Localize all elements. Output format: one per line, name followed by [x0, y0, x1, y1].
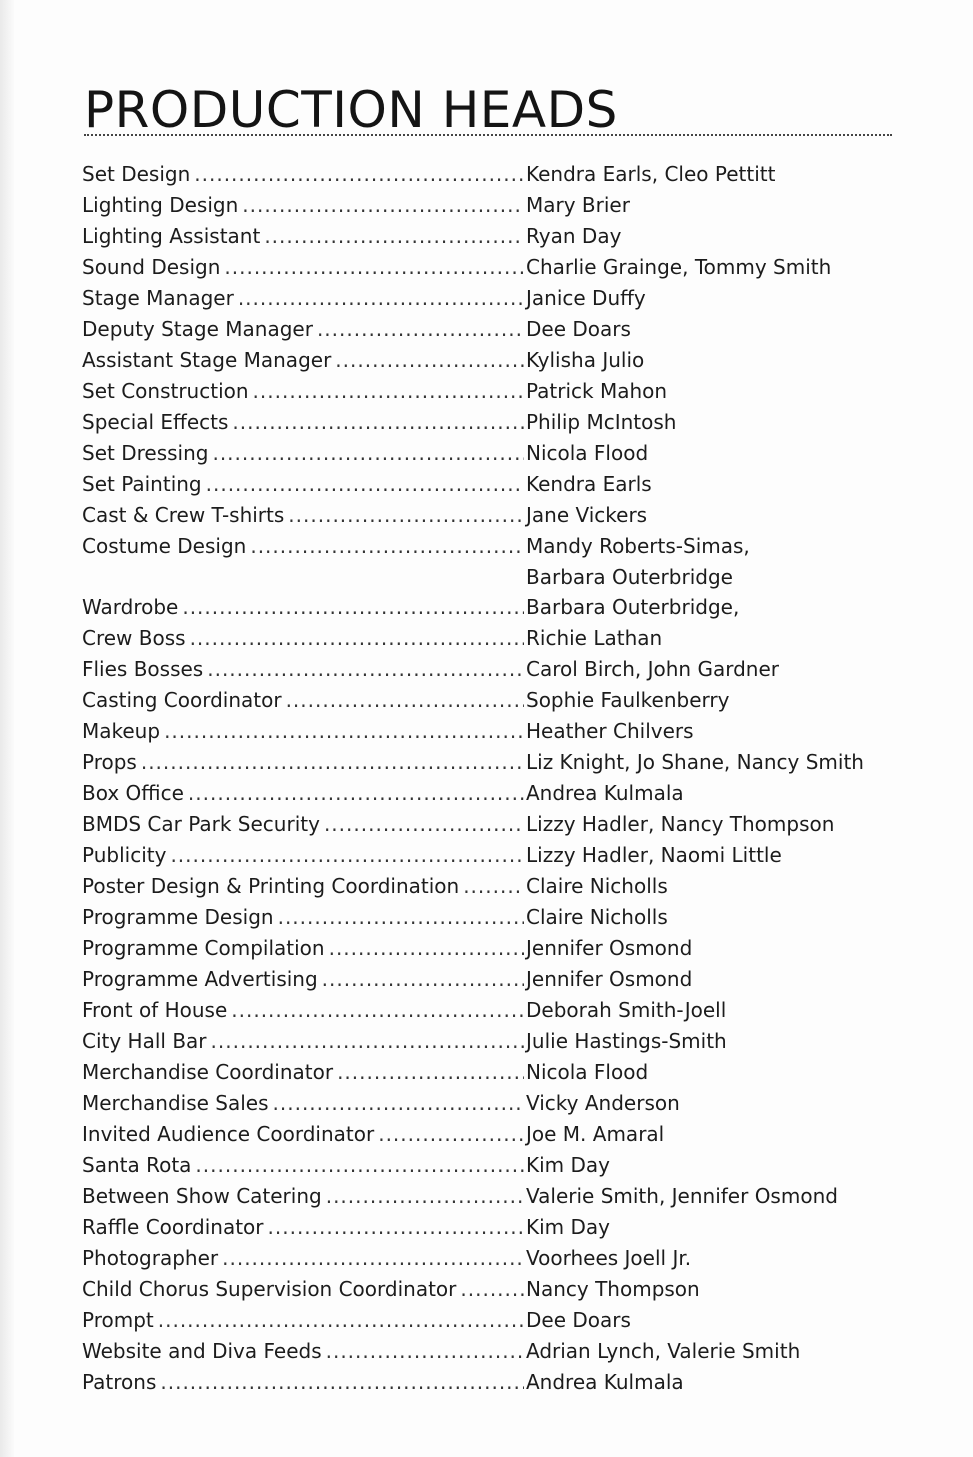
credit-names: [526, 283, 886, 314]
credit-role-label: Makeup: [82, 719, 161, 743]
credit-role-label: Special Effects: [82, 410, 229, 434]
credit-name: Carol Birch, John Gardner: [526, 657, 779, 681]
credit-row: [82, 500, 882, 531]
credit-role: [82, 592, 524, 623]
credit-role: [82, 995, 524, 1026]
dot-leader: [160, 1367, 524, 1398]
credit-names: [526, 1367, 886, 1398]
credit-names: [526, 1119, 886, 1150]
credit-row: [82, 1057, 882, 1088]
credit-row: [82, 407, 882, 438]
credit-role: [82, 221, 524, 252]
credit-name: Nicola Flood: [526, 1060, 649, 1084]
credit-names: [526, 252, 886, 283]
credit-names: [526, 190, 886, 221]
dot-leader: [460, 1274, 524, 1305]
credit-role-label: Programme Design: [82, 905, 274, 929]
credit-role: [82, 964, 524, 995]
credit-row: [82, 1274, 882, 1305]
credit-row: [82, 1088, 882, 1119]
credit-role: [82, 345, 524, 376]
credit-name: Claire Nicholls: [526, 905, 668, 929]
credit-row: [82, 716, 882, 747]
dot-leader: [182, 592, 524, 623]
credit-row: [82, 871, 882, 902]
credit-role-label: Website and Diva Feeds: [82, 1339, 322, 1363]
credit-role: [82, 1119, 524, 1150]
credit-role-label: Costume Design: [82, 534, 247, 558]
credit-name: Patrick Mahon: [526, 379, 668, 403]
credit-role: [82, 1088, 524, 1119]
credit-role: [82, 716, 524, 747]
credit-role-label: Stage Manager: [82, 286, 234, 310]
credit-role: [82, 1243, 524, 1274]
dot-leader: [158, 1305, 524, 1336]
title-dotted-rule: [84, 134, 892, 136]
credit-name: Valerie Smith, Jennifer Osmond: [526, 1184, 838, 1208]
credit-role-label: Merchandise Sales: [82, 1091, 269, 1115]
credit-name: Voorhees Joell Jr.: [526, 1246, 692, 1270]
credit-name: Jane Vickers: [526, 503, 648, 527]
credit-role-label: Raffle Coordinator: [82, 1215, 264, 1239]
credit-row: [82, 1181, 882, 1212]
dot-leader: [190, 623, 524, 654]
dot-leader: [224, 252, 524, 283]
dot-leader: [337, 1057, 524, 1088]
dot-leader: [463, 871, 524, 902]
credit-names: [526, 933, 886, 964]
credit-name: Liz Knight, Jo Shane, Nancy Smith: [526, 750, 864, 774]
dot-leader: [211, 1026, 524, 1057]
credit-name: Mary Brier: [526, 193, 630, 217]
credit-name: Andrea Kulmala: [526, 1370, 684, 1394]
credit-names: [526, 716, 886, 747]
dot-leader: [288, 500, 524, 531]
credit-name: Nancy Thompson: [526, 1277, 700, 1301]
credit-row: [82, 809, 882, 840]
credit-role: [82, 654, 524, 685]
dot-leader: [273, 1088, 524, 1119]
credit-row: [82, 314, 882, 345]
dot-leader: [212, 438, 524, 469]
credit-names: [526, 685, 886, 716]
credit-role: [82, 1274, 524, 1305]
credit-name: Richie Lathan: [526, 626, 663, 650]
credit-names: [526, 1212, 886, 1243]
dot-leader: [206, 469, 524, 500]
credit-names: [526, 1088, 886, 1119]
credit-names: [526, 747, 886, 778]
credit-role-label: Invited Audience Coordinator: [82, 1122, 375, 1146]
credit-role-label: Props: [82, 750, 137, 774]
dot-leader: [253, 376, 524, 407]
credit-names: [526, 1026, 886, 1057]
credit-role: [82, 1181, 524, 1212]
credit-names: [526, 314, 886, 345]
credit-name: Barbara Outerbridge: [526, 565, 733, 589]
dot-leader: [317, 314, 524, 345]
credit-row: [82, 469, 882, 500]
credit-role: [82, 407, 524, 438]
credit-role: [82, 1305, 524, 1336]
credit-names: [526, 778, 886, 809]
credit-row: [82, 159, 882, 190]
credit-role: [82, 1336, 524, 1367]
dot-leader: [242, 190, 524, 221]
credit-role-label: Publicity: [82, 843, 167, 867]
credit-name: Janice Duffy: [526, 286, 646, 310]
credit-role: [82, 283, 524, 314]
credit-role-label: Patrons: [82, 1370, 157, 1394]
credit-name: Dee Doars: [526, 1308, 631, 1332]
credit-role: [82, 159, 524, 190]
credit-role-label: Between Show Catering: [82, 1184, 322, 1208]
credit-role-label: Lighting Assistant: [82, 224, 261, 248]
credit-role-label: Programme Compilation: [82, 936, 325, 960]
credit-names: [526, 1305, 886, 1336]
dot-leader: [329, 933, 524, 964]
credit-role: [82, 1026, 524, 1057]
credit-names: [526, 345, 886, 376]
credit-role-label: BMDS Car Park Security: [82, 812, 320, 836]
dot-leader: [335, 345, 524, 376]
credit-names: [526, 1274, 886, 1305]
credit-role-label: Poster Design & Printing Coordination: [82, 874, 460, 898]
credit-role-label: City Hall Bar: [82, 1029, 207, 1053]
credit-names: [526, 840, 886, 871]
credit-row: [82, 1212, 882, 1243]
dot-leader: [231, 995, 524, 1026]
credit-row: [82, 438, 882, 469]
credit-role: [82, 747, 524, 778]
credit-name: Deborah Smith-Joell: [526, 998, 727, 1022]
credit-name: Kendra Earls, Cleo Pettitt: [526, 162, 776, 186]
credit-names: [526, 438, 886, 469]
credit-row: [82, 685, 882, 716]
credit-row: [82, 964, 882, 995]
credit-name: Kim Day: [526, 1153, 611, 1177]
credit-role-label: Flies Bosses: [82, 657, 204, 681]
credit-row: [82, 995, 882, 1026]
credit-name: Nicola Flood: [526, 441, 649, 465]
credit-names: [526, 623, 886, 654]
credit-role: [82, 933, 524, 964]
credit-role-label: Merchandise Coordinator: [82, 1060, 334, 1084]
dot-leader: [326, 1181, 524, 1212]
credit-names: [526, 902, 886, 933]
credit-names: [526, 809, 886, 840]
credit-name: Kendra Earls: [526, 472, 652, 496]
dot-leader: [264, 221, 524, 252]
dot-leader: [324, 809, 524, 840]
credit-role-label: Set Dressing: [82, 441, 209, 465]
credit-name: Philip McIntosh: [526, 410, 677, 434]
credit-role: [82, 809, 524, 840]
credit-names: [526, 407, 886, 438]
dot-leader: [250, 531, 524, 562]
dot-leader: [188, 778, 524, 809]
credit-role-label: Box Office: [82, 781, 184, 805]
dot-leader: [164, 716, 524, 747]
credit-name: Julie Hastings-Smith: [526, 1029, 727, 1053]
dot-leader: [232, 407, 524, 438]
credit-role-label: Crew Boss: [82, 626, 186, 650]
credit-row: [82, 1336, 882, 1367]
credit-role-label: Front of House: [82, 998, 228, 1022]
credit-row: [82, 902, 882, 933]
credit-name: Sophie Faulkenberry: [526, 688, 730, 712]
credit-role: [82, 469, 524, 500]
credit-role: [82, 531, 524, 562]
credit-names: [526, 531, 886, 593]
credit-row: [82, 623, 882, 654]
credit-name: Dee Doars: [526, 317, 631, 341]
credit-names: [526, 1181, 886, 1212]
credit-role: [82, 1212, 524, 1243]
dot-leader: [326, 1336, 524, 1367]
credit-name: Jennifer Osmond: [526, 936, 693, 960]
credit-row: [82, 1243, 882, 1274]
credit-row: [82, 840, 882, 871]
credit-names: [526, 376, 886, 407]
dot-leader: [207, 654, 524, 685]
credit-role-label: Programme Advertising: [82, 967, 318, 991]
credit-names: [526, 964, 886, 995]
credit-role: [82, 1057, 524, 1088]
credit-role: [82, 840, 524, 871]
credit-names: [526, 221, 886, 252]
credit-names: [526, 1243, 886, 1274]
credit-row: [82, 592, 882, 623]
credit-role-label: Sound Design: [82, 255, 221, 279]
credit-role: [82, 252, 524, 283]
credit-name: Vicky Anderson: [526, 1091, 680, 1115]
credit-names: [526, 995, 886, 1026]
credit-row: [82, 376, 882, 407]
credit-names: [526, 469, 886, 500]
credit-role-label: Santa Rota: [82, 1153, 192, 1177]
credit-row: [82, 747, 882, 778]
page-title: PRODUCTION HEADS: [84, 81, 618, 139]
credit-role-label: Prompt: [82, 1308, 154, 1332]
credit-row: [82, 1367, 882, 1398]
credit-row: [82, 933, 882, 964]
credit-name: Mandy Roberts-Simas,: [526, 534, 750, 558]
credit-row: [82, 1026, 882, 1057]
dot-leader: [322, 964, 524, 995]
credit-role: [82, 685, 524, 716]
credit-name: Lizzy Hadler, Naomi Little: [526, 843, 782, 867]
credit-role-label: Lighting Design: [82, 193, 239, 217]
credit-name: Joe M. Amaral: [526, 1122, 665, 1146]
dot-leader: [194, 159, 524, 190]
credit-row: [82, 252, 882, 283]
credit-role: [82, 902, 524, 933]
credit-names: [526, 592, 886, 623]
credit-role: [82, 376, 524, 407]
credit-names: [526, 871, 886, 902]
credit-row: [82, 1305, 882, 1336]
dot-leader: [141, 747, 524, 778]
page-spine-edge: [0, 0, 14, 1457]
credit-role-label: Wardrobe: [82, 595, 179, 619]
credit-row: [82, 531, 882, 592]
credit-name: Ryan Day: [526, 224, 622, 248]
credit-row: [82, 283, 882, 314]
credit-names: [526, 500, 886, 531]
dot-leader: [238, 283, 524, 314]
credit-role: [82, 778, 524, 809]
credit-role: [82, 623, 524, 654]
credit-name: Jennifer Osmond: [526, 967, 693, 991]
credit-row: [82, 654, 882, 685]
credit-role: [82, 314, 524, 345]
credit-names: [526, 1150, 886, 1181]
dot-leader: [195, 1150, 524, 1181]
credit-name: Lizzy Hadler, Nancy Thompson: [526, 812, 835, 836]
credit-row: [82, 778, 882, 809]
credit-role-label: Assistant Stage Manager: [82, 348, 332, 372]
credit-name: Heather Chilvers: [526, 719, 694, 743]
credit-role-label: Photographer: [82, 1246, 219, 1270]
credit-row: [82, 221, 882, 252]
credits-list: [82, 159, 882, 1398]
credit-role-label: Set Construction: [82, 379, 249, 403]
credit-role-label: Set Painting: [82, 472, 202, 496]
credit-role-label: Cast & Crew T-shirts: [82, 503, 285, 527]
credit-name: Kylisha Julio: [526, 348, 645, 372]
credit-name: Kim Day: [526, 1215, 611, 1239]
credit-row: [82, 1150, 882, 1181]
credit-role: [82, 438, 524, 469]
credit-names: [526, 159, 886, 190]
credit-name: Adrian Lynch, Valerie Smith: [526, 1339, 801, 1363]
credit-row: [82, 190, 882, 221]
credit-role: [82, 1150, 524, 1181]
credit-name: Charlie Grainge, Tommy Smith: [526, 255, 832, 279]
credit-role: [82, 190, 524, 221]
credit-role: [82, 1367, 524, 1398]
credit-role-label: Deputy Stage Manager: [82, 317, 313, 341]
credit-row: [82, 1119, 882, 1150]
credit-name: Claire Nicholls: [526, 874, 668, 898]
credit-role-label: Casting Coordinator: [82, 688, 282, 712]
credit-row: [82, 345, 882, 376]
dot-leader: [268, 1212, 524, 1243]
credit-name: Andrea Kulmala: [526, 781, 684, 805]
credit-role-label: Set Design: [82, 162, 191, 186]
dot-leader: [278, 902, 524, 933]
credit-names: [526, 1057, 886, 1088]
credit-role: [82, 871, 524, 902]
credit-role-label: Child Chorus Supervision Coordinator: [82, 1277, 457, 1301]
credit-name: Barbara Outerbridge,: [526, 595, 740, 619]
dot-leader: [286, 685, 524, 716]
credit-role: [82, 500, 524, 531]
dot-leader: [222, 1243, 524, 1274]
dot-leader: [378, 1119, 524, 1150]
credit-names: [526, 1336, 886, 1367]
credit-names: [526, 654, 886, 685]
dot-leader: [170, 840, 524, 871]
